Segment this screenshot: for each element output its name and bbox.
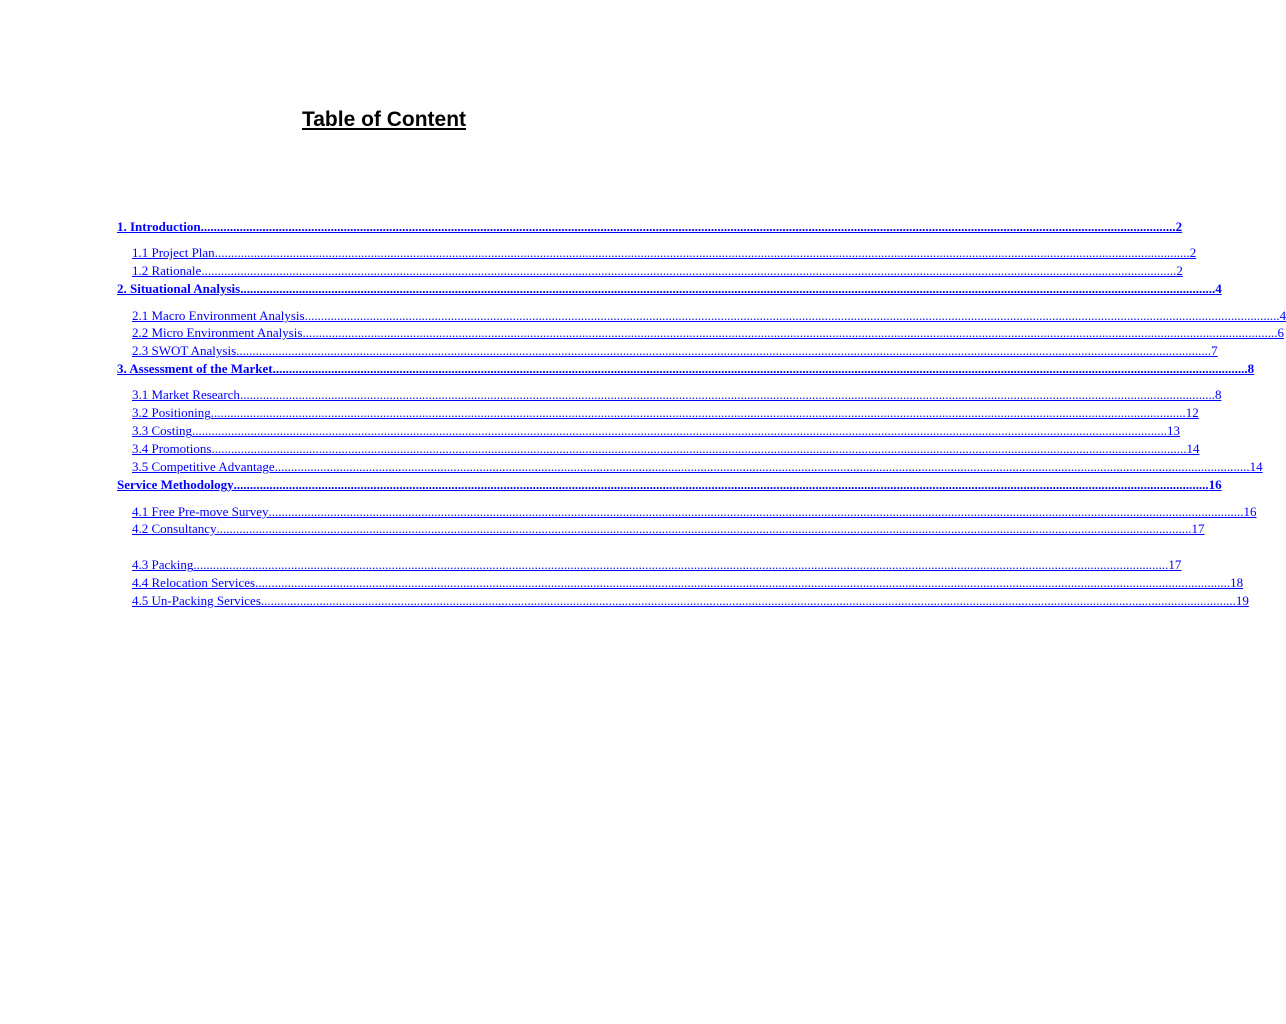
toc-entry-page: 17 xyxy=(1191,521,1205,536)
toc-leader-dots: ............................................................................................................................................................................................................................................................................................................ xyxy=(274,459,1250,474)
toc-entry-label: 3. Assessment of the Market xyxy=(117,361,273,376)
toc-leader-dots: ............................................................................................................................................................................................................................................................................................................ xyxy=(302,325,1278,340)
toc-entry-competitive-advantage[interactable] xyxy=(132,459,1263,475)
toc-entry-page: 14 xyxy=(1186,441,1200,456)
toc-leader-dots: ............................................................................................................................................................................................................................................................................................................ xyxy=(239,387,1215,402)
toc-entry-page: 4 xyxy=(1279,308,1286,323)
toc-leader-dots: ............................................................................................................................................................................................................................................................................................................ xyxy=(304,308,1280,323)
toc-leader-dots: ............................................................................................................................................................................................................................................................................................................ xyxy=(211,441,1187,456)
toc-entry-page: 19 xyxy=(1235,593,1249,608)
toc-entry-page: 12 xyxy=(1185,405,1199,420)
toc-leader-dots: ............................................................................................................................................................................................................................................................................................................ xyxy=(240,281,1216,296)
toc-entry-page: 2 xyxy=(1176,263,1183,278)
toc-leader-dots: ............................................................................................................................................................................................................................................................................................................ xyxy=(214,245,1190,260)
toc-entry-project-plan[interactable] xyxy=(132,245,1197,261)
toc-entry-label: 2.3 SWOT Analysis xyxy=(132,343,237,358)
toc-entry-label: 4.3 Packing xyxy=(132,557,194,572)
toc-entry-page: 18 xyxy=(1230,575,1244,590)
toc-leader-dots: ............................................................................................................................................................................................................................................................................................................ xyxy=(236,343,1212,358)
toc-leader-dots: ............................................................................................................................................................................................................................................................................................................ xyxy=(216,521,1192,536)
toc-leader-dots: ............................................................................................................................................................................................................................................................................................................ xyxy=(272,361,1248,376)
toc-leader-dots: ............................................................................................................................................................................................................................................................................................................ xyxy=(193,557,1169,572)
toc-entry-label: 3.3 Costing xyxy=(132,423,192,438)
toc-entry-page: 8 xyxy=(1247,361,1255,376)
toc-leader-dots: ............................................................................................................................................................................................................................................................................................................ xyxy=(233,477,1209,492)
toc-entry-label: 3.1 Market Research xyxy=(132,387,240,402)
toc-entry-macro-environment[interactable] xyxy=(132,308,1286,324)
toc-entry-swot-analysis[interactable] xyxy=(132,343,1218,359)
toc-entry-page: 16 xyxy=(1243,504,1257,519)
toc-entry-micro-environment[interactable] xyxy=(132,325,1284,341)
toc-entry-label: 2.1 Macro Environment Analysis xyxy=(132,308,305,323)
toc-entry-page: 17 xyxy=(1168,557,1182,572)
toc-entry-label: 2.2 Micro Environment Analysis xyxy=(132,325,303,340)
toc-entry-relocation-services[interactable] xyxy=(132,575,1244,591)
toc-entry-situational-analysis[interactable] xyxy=(117,281,1222,297)
toc-leader-dots: ............................................................................................................................................................................................................................................................................................................ xyxy=(255,575,1231,590)
toc-leader-dots: ............................................................................................................................................................................................................................................................................................................ xyxy=(268,504,1244,519)
toc-entry-label: 4.2 Consultancy xyxy=(132,521,217,536)
page-title: Table of Content xyxy=(301,108,467,131)
toc-entry-consultancy[interactable] xyxy=(132,521,1205,537)
toc-entry-page: 2 xyxy=(1175,219,1183,234)
toc-entry-service-methodology[interactable] xyxy=(117,477,1222,493)
toc-entry-page: 14 xyxy=(1249,459,1263,474)
toc-entry-label: 2. Situational Analysis xyxy=(117,281,241,296)
toc-entry-label: 1. Introduction xyxy=(117,219,201,234)
toc-leader-dots: ............................................................................................................................................................................................................................................................................................................ xyxy=(260,593,1236,608)
toc-entry-label: 4.1 Free Pre-move Survey xyxy=(132,504,269,519)
toc-entry-label: 4.5 Un-Packing Services xyxy=(132,593,261,608)
toc-entry-label: 3.5 Competitive Advantage xyxy=(132,459,275,474)
toc-entry-page: 13 xyxy=(1166,423,1180,438)
toc-entry-label: 1.1 Project Plan xyxy=(132,245,215,260)
toc-leader-dots: ............................................................................................................................................................................................................................................................................................................ xyxy=(200,219,1176,234)
toc-entry-label: 1.2 Rationale xyxy=(132,263,202,278)
toc-entry-page: 6 xyxy=(1277,325,1284,340)
toc-leader-dots: ............................................................................................................................................................................................................................................................................................................ xyxy=(210,405,1186,420)
toc-entry-packing[interactable] xyxy=(132,557,1182,573)
toc-leader-dots: ............................................................................................................................................................................................................................................................................................................ xyxy=(201,263,1177,278)
toc-entry-label: 3.4 Promotions xyxy=(132,441,212,456)
toc-entry-rationale[interactable] xyxy=(132,263,1183,279)
toc-entry-unpacking-services[interactable] xyxy=(132,593,1249,609)
toc-entry-pre-move-survey[interactable] xyxy=(132,504,1257,520)
toc-entry-costing[interactable] xyxy=(132,423,1180,439)
toc-entry-page: 2 xyxy=(1189,245,1197,260)
toc-entry-label: 4.4 Relocation Services xyxy=(132,575,256,590)
toc-entry-market-research[interactable] xyxy=(132,387,1222,403)
toc-entry-page: 8 xyxy=(1214,387,1222,402)
toc-entry-positioning[interactable] xyxy=(132,405,1199,421)
toc-entry-page: 4 xyxy=(1215,281,1222,296)
toc-entry-promotions[interactable] xyxy=(132,441,1200,457)
toc-entry-label: Service Methodology xyxy=(117,477,234,492)
toc-entry-assessment-market[interactable] xyxy=(117,361,1255,377)
toc-entry-page: 16 xyxy=(1208,477,1222,492)
toc-entry-page: 7 xyxy=(1211,343,1218,358)
toc-entry-label: 3.2 Positioning xyxy=(132,405,211,420)
toc-entry-introduction[interactable] xyxy=(117,219,1183,235)
toc-leader-dots: ............................................................................................................................................................................................................................................................................................................ xyxy=(191,423,1167,438)
